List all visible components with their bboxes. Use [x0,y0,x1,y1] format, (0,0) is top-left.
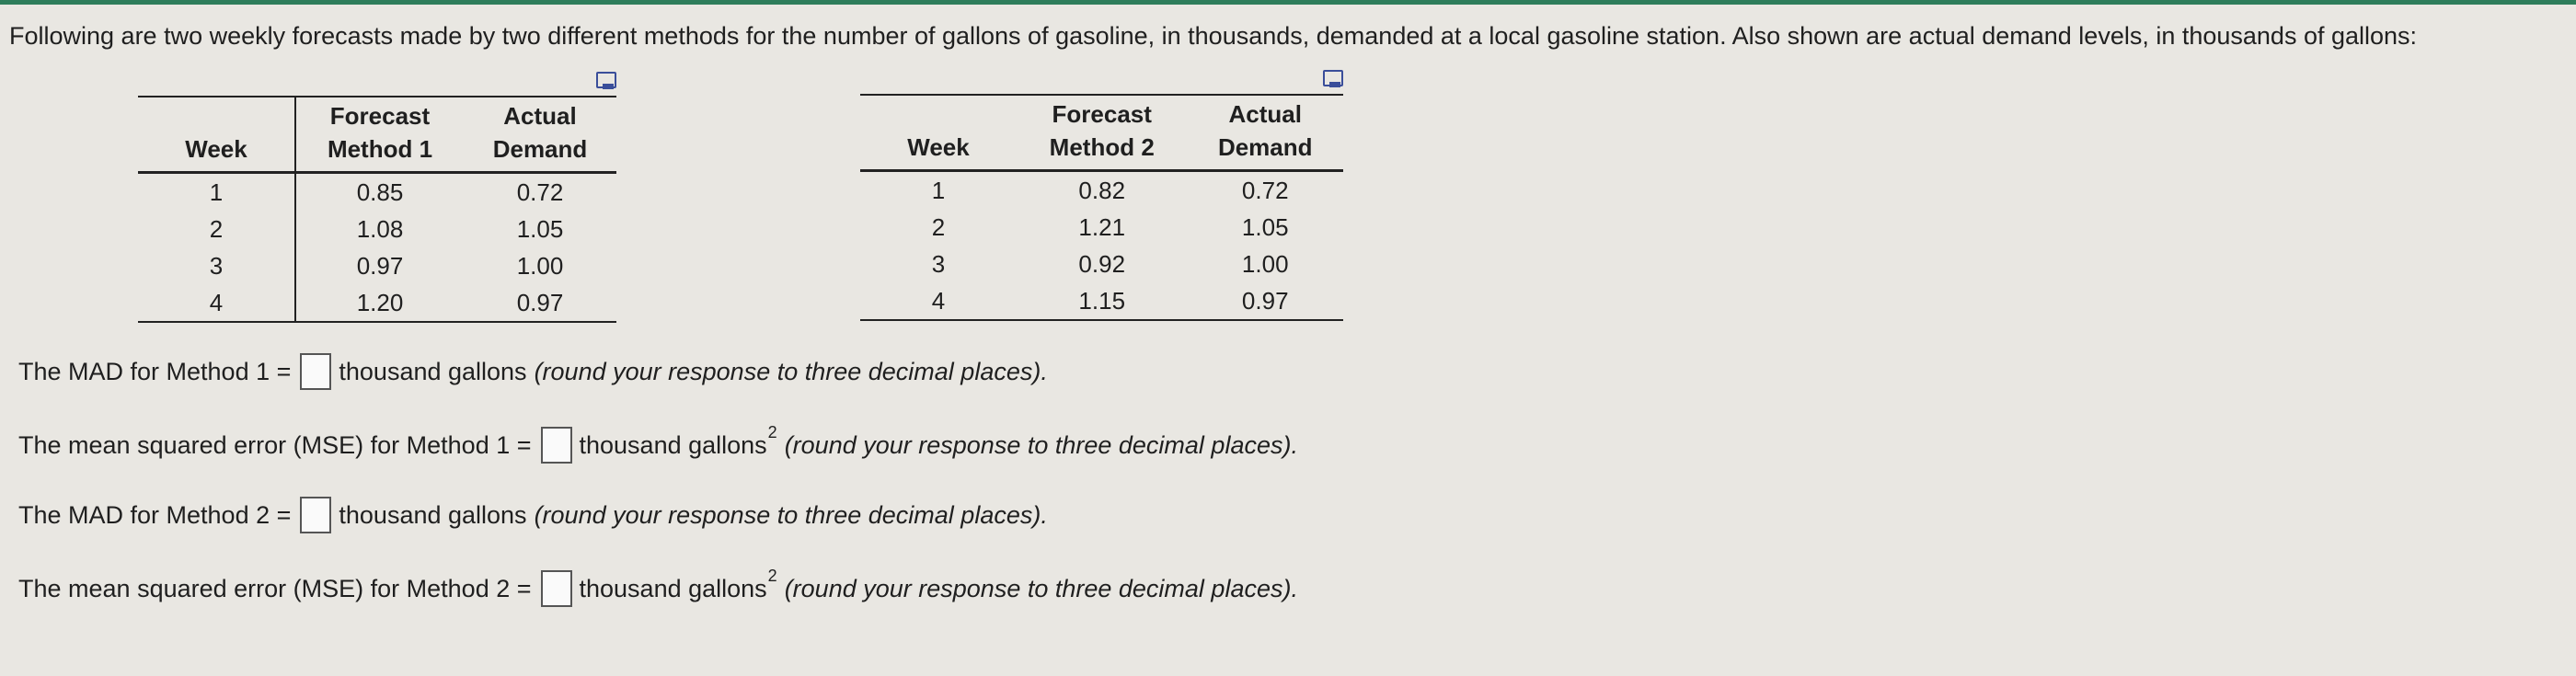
answer-input-mse-1[interactable] [541,427,572,464]
table-row: 4 1.20 0.97 [138,284,616,322]
question-mad-method-2: The MAD for Method 2 = thousand gallons (round your response to three decimal places). [18,497,1048,533]
table-row: 2 1.08 1.05 [138,211,616,247]
table-row: 1 0.85 0.72 [138,173,616,212]
table-row: 3 0.97 1.00 [138,247,616,284]
table-row: 2 1.21 1.05 [931,213,1289,241]
table-row: 4 1.15 0.97 [860,282,1343,320]
answer-input-mad-2[interactable] [300,497,331,533]
table-row: 3 0.92 1.00 [931,250,1289,278]
problem-intro: Following are two weekly forecasts made by two different methods for the number of gallons of gasoline, in thousands, demanded at a local gasoline station. Also shown are actual demand levels, in thousands of gallons: [9,22,2418,50]
col-header-forecast: Forecast Method 1 [295,97,464,173]
top-accent-bar [0,0,2576,5]
col-header-week: Week [860,95,1017,171]
answer-input-mse-2[interactable] [541,570,572,607]
col-header-forecast: Forecast Method 2 [1017,95,1187,171]
answer-input-mad-1[interactable] [300,353,331,390]
question-mse-method-1: The mean squared error (MSE) for Method 1 = thousand gallons 2 (round your response to three decimal places). [18,427,1298,464]
table-row: 1 0.82 0.72 [931,177,1289,204]
question-mad-method-1: The MAD for Method 1 = thousand gallons (round your response to three decimal places). [18,353,1048,390]
copy-table-icon[interactable] [1323,70,1343,86]
question-mse-method-2: The mean squared error (MSE) for Method 2 = thousand gallons 2 (round your response to three decimal places). [18,570,1298,607]
col-header-actual: Actual Demand [1187,95,1343,171]
copy-table-icon[interactable] [596,72,616,88]
col-header-week: Week [138,97,295,173]
col-header-actual: Actual Demand [464,97,616,173]
